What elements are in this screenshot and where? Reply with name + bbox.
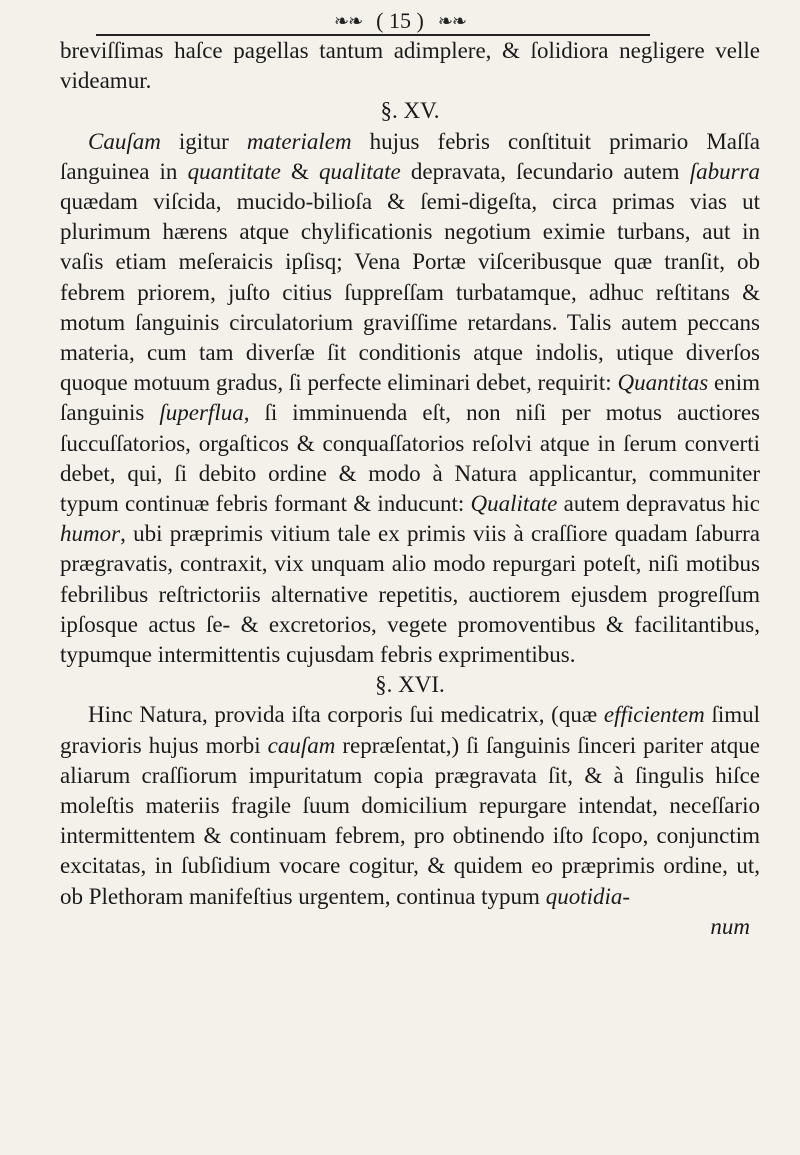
page-header: [0, 4, 800, 38]
italic-term: humor: [60, 521, 121, 547]
body-text: [60, 36, 760, 942]
text-run: autem depravatus hic: [557, 491, 761, 517]
italic-term: Qualitate: [470, 491, 558, 517]
text-run: ſimul gravioris hujus morbi: [60, 702, 761, 758]
catchword: num: [710, 913, 750, 939]
italic-term: efficientem: [603, 702, 705, 728]
text-run: quædam viſcida, mucido-bilioſa & ſemi-digeſta, circa primas vias ut plurimum hærens atque chylificationis negotium eximie turbans, aut in vaſis etiam meſeraicis ipſisq; Vena Portæ viſceribusque quæ tranſit, ob febrem priorem, juſto citius ſuppreſſam turbatamque, adhuc reſtitans & motum ſanguinis circulatorium graviſſime retardans. Talis autem peccans materia, cum tam diverſæ ſit conditionis atque indolis, utique diverſos quoque motuum gradus, ſi perfecte eliminari debet, requirit:: [60, 189, 760, 396]
italic-term: Cauſam: [88, 128, 161, 154]
text-run: enim ſanguinis: [60, 370, 760, 426]
text-run: , ſi imminuenda eſt, non niſi per motus auctiores ſuccuſſatorios, orgaſticos & conquaſſatorios reſolvi atque in ſerum converti debet, qui, ſi debito ordine & modo à Natura applicantur, communiter typum continuæ febris formant & inducunt:: [60, 400, 760, 517]
italic-term: Quantitas: [617, 370, 709, 396]
italic-term: materialem: [246, 128, 352, 154]
left-ornament: ❧❧: [334, 10, 363, 31]
text-run: hujus febris conſtituit primario Maſſa ſanguinea in: [60, 128, 760, 184]
italic-term: cauſam: [267, 732, 336, 758]
paragraph-16: [60, 700, 760, 911]
italic-term: qualitate: [319, 158, 401, 184]
paragraph-intro: breviſſimas haſce pagellas tantum adimplere, & ſolidiora negligere velle videamur.: [60, 38, 760, 94]
text-run: igitur: [160, 128, 247, 154]
paragraph-15: [60, 127, 760, 671]
text-run: Hinc Natura, provida iſta corporis ſui medicatrix, (quæ: [88, 702, 604, 728]
right-ornament: ❧❧: [437, 10, 466, 31]
text-run: repræſentat,) ſi ſanguinis ſinceri pariter atque aliarum craſſiorum impuritatum copia prægravata ſit, & à ſingulis hiſce moleſtis materiis fragile ſuum domicilium repurgare intendat, neceſſario intermittentem & continuam febrem, pro obtinendo iſto ſcopo, conjunctim excitatas, in ſubſidium vocare cogitur, & quidem eo præprimis ordine, ut, ob Plethoram manifeſtius urgentem, continua typum: [60, 732, 760, 909]
italic-term: ſuperflua: [159, 400, 244, 426]
text-run: depravata, ſecundario autem: [400, 158, 690, 184]
text-run: &: [280, 158, 319, 184]
text-run: , ubi præprimis vitium tale ex primis viis à craſſiore quadam ſaburra prægravatis, contraxit, vix unquam alio modo repurgari poteſt, niſi motibus febrilibus reſtrictoriis alternative repetitis, auctiorem ejusdem progreſſum ipſosque actus ſe- & excretorios, vegete promoventibus & facilitantibus, typumque intermittentis cujusdam febris exprimentibus.: [60, 521, 760, 668]
section-heading-15: §. XV.: [380, 98, 440, 124]
section-heading-16: §. XVI.: [375, 672, 445, 698]
page-number: ( 15 ): [376, 8, 424, 33]
italic-term: ſaburra: [689, 158, 760, 184]
italic-term: quantitate: [187, 158, 281, 184]
italic-term: quotidia-: [545, 883, 631, 909]
